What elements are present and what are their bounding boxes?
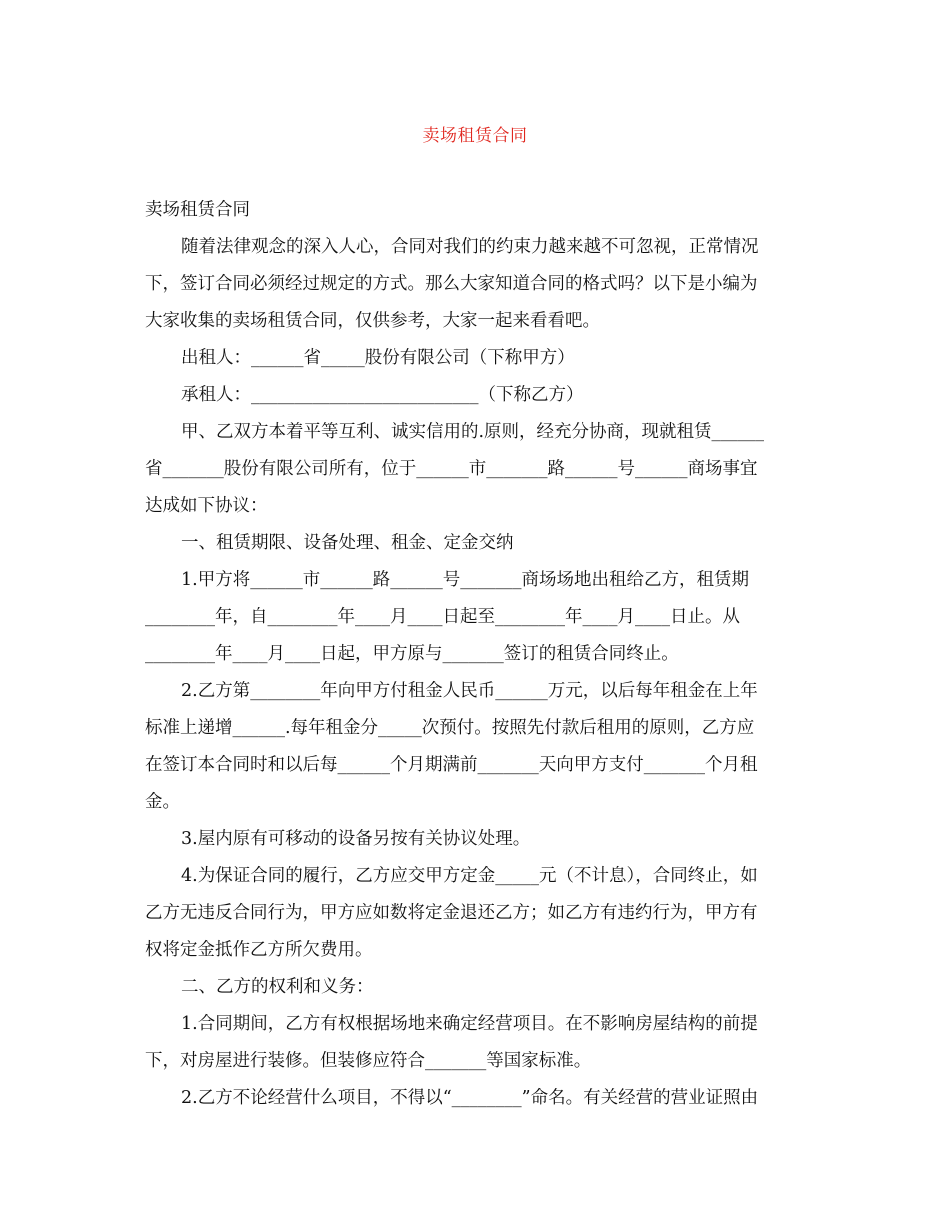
paragraph-line: 2.乙方不论经营什么项目，不得以“________”命名。有关经营的营业证照由 [181,1088,759,1108]
paragraph-line: 承租人：__________________________（下称乙方） [181,385,584,405]
paragraph-line: 随着法律观念的深入人心，合同对我们的约束力越来越不可忽视，正常情况 [181,237,759,257]
paragraph-line: 4.为保证合同的履行，乙方应交甲方定金_____元（不计息），合同终止，如 [181,866,758,886]
paragraph-line: 甲、乙双方本着平等互利、诚实信用的.原则，经充分协商，现就租赁______ [181,422,765,442]
paragraph-line: 3.屋内原有可移动的设备另按有关协议处理。 [181,829,531,849]
paragraph-line: 省_______股份有限公司所有，位于______市_______路______号______商场事宜 [145,459,758,479]
document-heading: 卖场租赁合同 [145,200,250,220]
document-body [145,192,805,1117]
paragraph-line: 大家收集的卖场租赁合同，仅供参考，大家一起来看看吧。 [145,311,600,331]
paragraph-line: 在签订本合同时和以后每______个月期满前_______天向甲方支付_______个月租 [145,755,758,775]
paragraph-line: 金。 [145,792,180,812]
paragraph-line: 达成如下协议： [145,496,268,516]
paragraph-line: 标准上递增______.每年租金分_____次预付。按照先付款后租用的原则，乙方应 [145,718,755,738]
paragraph-line: ________年____月____日起，甲方原与_______签订的租赁合同终止。 [145,644,679,664]
paragraph-line: 二、乙方的权利和义务： [181,977,374,997]
paragraph-line: ________年，自________年____月____日起至________年____月____日止。从 [145,607,740,627]
page-title: 卖场租赁合同 [422,126,528,146]
paragraph-line: 1.合同期间，乙方有权根据场地来确定经营项目。在不影响房屋结构的前提 [181,1014,758,1034]
paragraph-line: 权将定金抵作乙方所欠费用。 [145,940,373,960]
paragraph-line: 乙方无违反合同行为，甲方应如数将定金退还乙方；如乙方有违约行为，甲方有 [145,903,758,923]
paragraph-line: 1.甲方将______市______路______号_______商场场地出租给乙方，租赁期 [181,570,749,590]
paragraph-line: 下，对房屋进行装修。但装修应符合_______等国家标准。 [145,1051,592,1071]
paragraph-line: 出租人：______省_____股份有限公司（下称甲方） [181,348,575,368]
paragraph-line: 下，签订合同必须经过规定的方式。那么大家知道合同的格式吗？以下是小编为 [145,274,758,294]
paragraph-line: 一、租赁期限、设备处理、租金、定金交纳 [181,533,514,553]
paragraph-line: 2.乙方第________年向甲方付租金人民币______万元，以后每年租金在上年 [181,681,758,701]
